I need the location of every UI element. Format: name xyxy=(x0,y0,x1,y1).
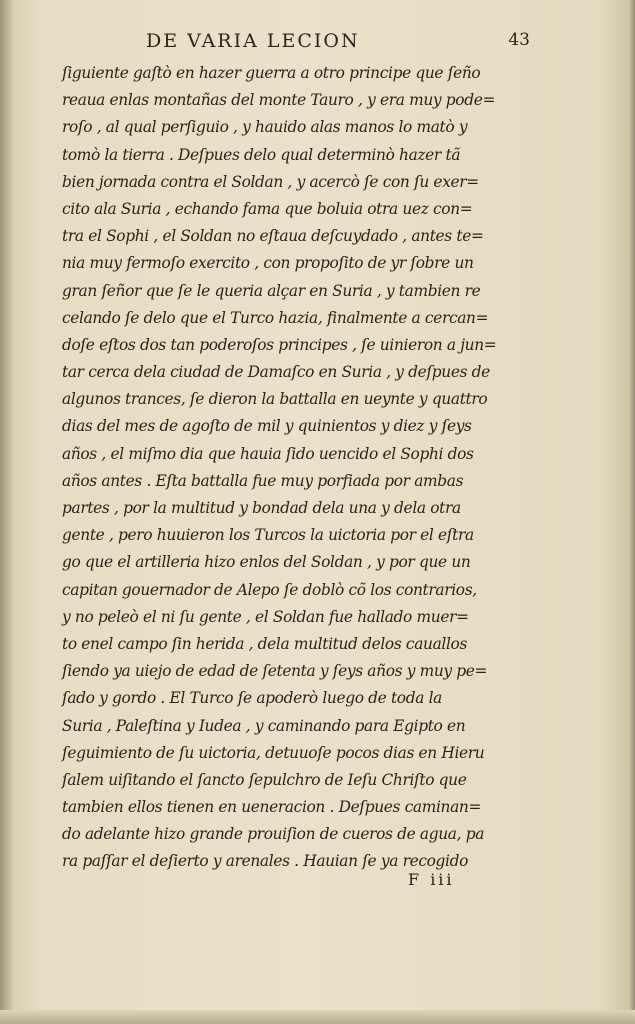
text-line: doſe eſtos dos tan poderoſos principes , ſe uinieron a jun= xyxy=(62,335,497,354)
text-line: Suria , Paleſtina y Iudea , y caminando para Egipto en xyxy=(62,716,466,735)
text-line: ſalem uiſitando el ſancto ſepulchro de Ieſu Chriſto que xyxy=(62,770,467,789)
text-line: capitan gouernador de Alepo ſe doblò cõ los contrarios, xyxy=(62,580,477,599)
running-head: DE VARIA LECION xyxy=(146,30,360,52)
page-bottom-edge xyxy=(0,1010,635,1024)
body-text xyxy=(62,60,530,876)
text-line: ra paſſar el deſierto y arenales . Hauian ſe ya recogido xyxy=(62,852,469,871)
page-header xyxy=(60,30,530,56)
text-line: tar cerca dela ciudad de Damaſco en Suria , y deſpues de xyxy=(62,363,490,382)
text-line: algunos trances, ſe dieron la battalla en ueynte y quattro xyxy=(62,390,488,409)
text-line: años , el miſmo dia que hauia ſido uencido el Sophi dos xyxy=(62,444,474,463)
text-line: bien jornada contra el Soldan , y acercò ſe con ſu exer= xyxy=(62,172,479,191)
text-line: to enel campo ſin herida , dela multitud delos cauallos xyxy=(62,634,468,653)
text-line: nia muy fermoſo exercito , con propoſito de yr ſobre un xyxy=(62,254,474,273)
text-line: gran ſeñor que ſe le queria alçar en Suria , y tambien re xyxy=(62,281,481,300)
signature-mark: F iii xyxy=(408,870,455,889)
text-line: reaua enlas montañas del monte Tauro , y era muy pode= xyxy=(62,91,496,110)
text-line: dias del mes de agoſto de mil y quinientos y diez y ſeys xyxy=(62,417,472,436)
text-line: y no peleò el ni ſu gente , el Soldan fue hallado muer= xyxy=(62,607,469,626)
text-line: tra el Sophi , el Soldan no eſtaua deſcuydado , antes te= xyxy=(62,227,484,246)
text-line: do adelante hizo grande prouiſion de cueros de agua, pa xyxy=(62,825,485,844)
text-line: celando ſe delo que el Turco hazia, finalmente a cercan= xyxy=(62,308,489,327)
text-line: ſeguimiento de ſu uictoria, detuuoſe pocos dias en Hieru xyxy=(62,743,485,762)
page-gutter xyxy=(0,0,12,1024)
text-line: tomò la tierra . Deſpues delo qual determinò hazer tã xyxy=(62,145,461,164)
text-line: tambien ellos tienen en ueneracion . Deſpues caminan= xyxy=(62,798,482,817)
text-line: ſiguiente gaſtò en hazer guerra a otro principe que ſeño xyxy=(62,64,481,82)
folio-number: 43 xyxy=(508,30,530,50)
text-line: cito ala Suria , echando fama que boluia otra uez con= xyxy=(62,199,473,218)
page-edge xyxy=(629,0,635,1024)
text-line: ſado y gordo . El Turco ſe apoderò luego de toda la xyxy=(62,689,442,708)
text-line: años antes . Eſta battalla fue muy porfiada por ambas xyxy=(62,471,464,490)
text-line: go que el artilleria hizo enlos del Soldan , y por que un xyxy=(62,553,471,572)
text-line: ſiendo ya uiejo de edad de ſetenta y ſeys años y muy pe= xyxy=(62,662,488,681)
text-line: roſo , al qual perſiguio , y hauido alas manos lo matò y xyxy=(62,118,468,137)
text-line: gente , pero huuieron los Turcos la uictoria por el eſtra xyxy=(62,526,474,545)
text-line: partes , por la multitud y bondad dela una y dela otra xyxy=(62,499,461,517)
